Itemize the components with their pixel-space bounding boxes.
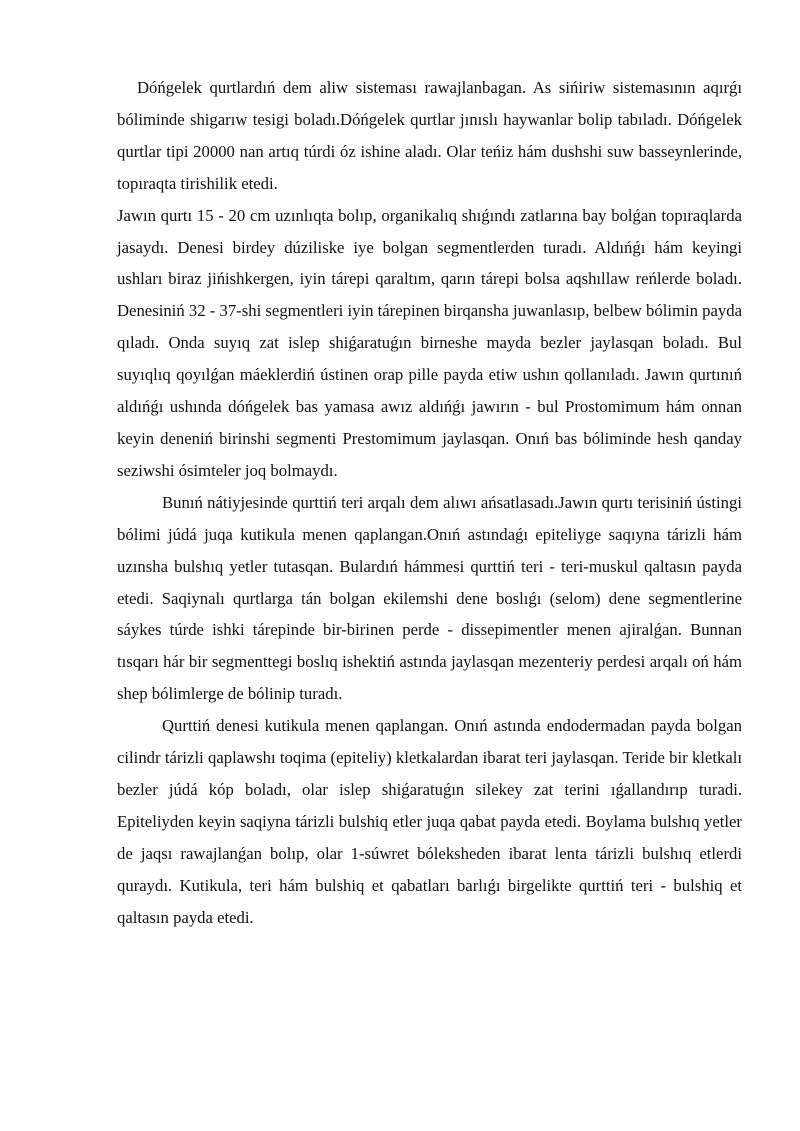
paragraph-round-worms: Dóńgelek qurtlardıń dem aliw sisteması rawajlanbagan. As sińiriw sistemasının aqırǵı bóliminde shigarıw tesigi boladı.Dóńgelek qurtlar jınıslı haywanlar bolip tabıladı. Dóńgelek qurtlar tipi 20000 nan artıq túrdi óz ishine aladı. Olar teńiz hám dushshi suw basseynlerinde, topıraqta tirishilik etedi. — [117, 78, 742, 193]
paragraph-earthworm-description: Jawın qurtı 15 - 20 cm uzınlıqta bolıp, organikalıq shıǵındı zatlarına bay bolǵan topıraqlarda jasaydı. Denesi birdey dúziliske iye bolgan segmentlerden turadı. Aldıńǵı hám keyingi ushları biraz jińishkergen, iyin tárepi qaraltım, qarın tárepi bolsa aqshıllaw reńlerde boladı. Denesiniń 32 - 37-shi segmentleri iyin tárepinen birqansha juwanlasıp, belbew bólimin payda qıladı. Onda suyıq zat islep shiǵaratuǵın birneshe mayda bezler jaylasqan boladı. Bul suyıqlıq qoyılǵan máeklerdiń ústinen orap pille payda etiw ushın qollanıladı. Jawın qurtınıń aldıńǵı ushında dóńgelek bas yamasa awız aldıńǵı jawırın - bul Prostomimum hám onnan keyin deneniń birinshi segmenti Prestomimum jaylasqan. Onıń bas bóliminde hesh qanday seziwshi ósimteler joq bolmaydı. — [117, 205, 742, 480]
body-text — [117, 72, 742, 933]
paragraph-body-wall: Qurttiń denesi kutikula menen qaplangan. Onıń astında endodermadan payda bolgan cilindr tárizli qaplawshı toqima (epiteliy) kletkalardan ibarat teri jaylasqan. Teride bir kletkalı bezler júdá kóp boladı, olar islep shiǵaratuǵın silekey zat terini ıǵallandırıp turadi. Epiteliyden keyin saqiyna tárizli bulshiq etler juqa qabat payda etedi. Boylama bulshıq yetler de jaqsı rawajlanǵan bolıp, olar 1-súwret bóleksheden ibarat lenta tárizli bulshıq etlerdi quraydı. Kutikula, teri hám bulshiq et qabatları barlıǵı birgelikte qurttiń teri - bulshiq et qaltasın payda etedi. — [117, 716, 742, 927]
paragraph-skin-breathing: Bunıń nátiyjesinde qurttiń teri arqalı dem alıwı ańsatlasadı.Jawın qurtı terisiniń ústingi bólimi júdá juqa kutikula menen qaplangan.Onıń astındaǵı epiteliyge saqıyna tárizli hám uzınsha bulshıq yetler tutasqan. Bulardıń hámmesi qurttiń teri - teri-muskul qaltasın payda etedi. Saqiynalı qurtlarga tán bolgan ekilemshi dene boslıǵı (selom) dene segmentlerine sáykes túrde ishki tárepinde bir-birinen perde - dissepimentler menen ajiralǵan. Bunnan tısqarı hár bir segmenttegi boslıq ishektiń astında jaylasqan mezenteriy perdesi arqalı oń hám shep bólimlerge de bólinip turadı. — [117, 492, 742, 704]
